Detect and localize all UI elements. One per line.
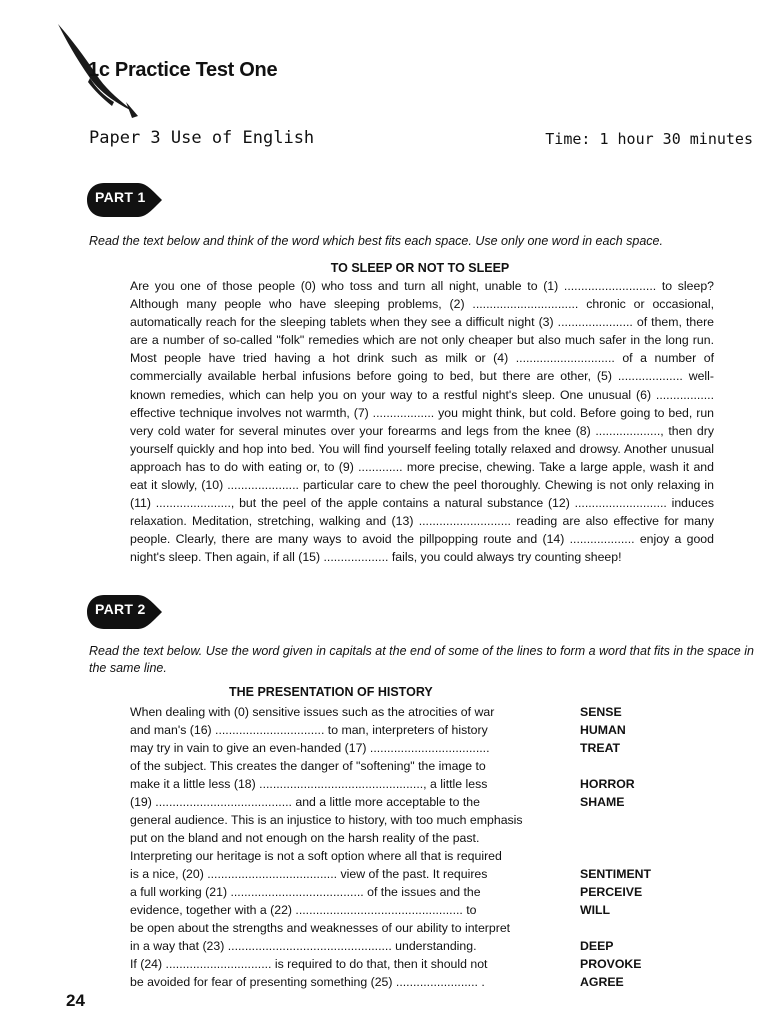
word-formation-line xyxy=(130,793,730,811)
page-number: 24 xyxy=(66,991,85,1010)
word-formation-line xyxy=(130,973,730,991)
line-text: put on the bland and not enough on the harsh reality of the past. xyxy=(130,831,480,845)
line-text: be avoided for fear of presenting something (25) ........................ . xyxy=(130,975,485,989)
line-text: If (24) ............................... is required to do that, then it should not xyxy=(130,957,488,971)
line-keyword: AGREE xyxy=(580,975,624,989)
word-formation-line xyxy=(130,901,730,919)
word-formation-line xyxy=(130,775,730,793)
line-keyword: HUMAN xyxy=(580,723,626,737)
part-1-cloze-text xyxy=(130,277,714,567)
part-1-badge xyxy=(86,180,162,220)
paper-title: Paper 3 Use of English xyxy=(89,128,315,148)
line-text: in a way that (23) ................................................ understanding. xyxy=(130,939,477,953)
line-text: may try in vain to give an even-handed (17) ................................... xyxy=(130,741,490,755)
line-keyword: HORROR xyxy=(580,777,635,791)
word-formation-line xyxy=(130,865,730,883)
line-text: be open about the strengths and weaknesses of our ability to interpret xyxy=(130,921,511,935)
word-formation-line xyxy=(130,811,730,829)
word-formation-line xyxy=(130,847,730,865)
word-formation-line xyxy=(130,721,730,739)
part-1-instruction: Read the text below and think of the word which best fits each space. Use only one word in each space. xyxy=(89,234,663,248)
line-keyword: SENSE xyxy=(580,705,622,719)
part-1-label: PART 1 xyxy=(95,189,146,205)
part-1-paragraph: Are you one of those people (0) who toss and turn all night, unable to (1) ........................... to sleep? Although many people who have sleeping problems, (2) ............................... chronic or occasional, automatically reach for the sleeping tablets when they see a difficult night (3) ...................... of them, there are a number of so-called "folk" remedies which are not only cheaper but also much safer in the long run. Most people have tried having a hot drink such as milk or (4) ............................. of a number of commercially available herbal infusions before going to bed, but there are other, (5) ................... well-known remedies, which can help you on your way to a restful night's sleep. One unusual (6) ................. effective technique involves not warmth, (7) .................. you might think, but cold. Before going to bed, run very cold water for several minutes over your forearms and legs from the knee (8) ..................., then dry yourself quickly and hop into bed. You will find yourself feeling totally relaxed and drowsy. Another unusual approach has to do with eating or, to (9) ............. more precise, chewing. Take a large apple, wash it and eat it slowly, (10) ..................... particular care to chew the peel thoroughly. Chewing is not only relaxing in (11) ......................, but the peel of the apple contains a natural substance (12) ........................... induces relaxation. Meditation, stretching, walking and (13) ........................... reading are also effective for many people. Clearly, there are many ways to avoid the pillpopping route and (14) ................... enjoy a good night's sleep. Then again, if all (15) ................... fails, you could always try counting sheep! xyxy=(130,279,714,565)
line-text: evidence, together with a (22) ................................................. to xyxy=(130,903,477,917)
line-keyword: PERCEIVE xyxy=(580,885,643,899)
line-keyword: PROVOKE xyxy=(580,957,642,971)
line-keyword: DEEP xyxy=(580,939,614,953)
line-keyword: SHAME xyxy=(580,795,625,809)
line-text: When dealing with (0) sensitive issues such as the atrocities of war xyxy=(130,705,495,719)
word-formation-line xyxy=(130,919,730,937)
part-1-text-title: TO SLEEP OR NOT TO SLEEP xyxy=(330,261,510,275)
line-text: of the subject. This creates the danger of "softening" the image to xyxy=(130,759,486,773)
line-keyword: WILL xyxy=(580,903,611,917)
part-2-badge xyxy=(86,592,162,632)
line-text: (19) ........................................ and a little more acceptable to the xyxy=(130,795,480,809)
word-formation-line xyxy=(130,883,730,901)
line-keyword: TREAT xyxy=(580,741,621,755)
word-formation-line xyxy=(130,757,730,775)
line-text: make it a little less (18) ................................................, a little less xyxy=(130,777,488,791)
word-formation-line xyxy=(130,937,730,955)
word-formation-line xyxy=(130,955,730,973)
chapter-title: 1c Practice Test One xyxy=(88,59,278,81)
part-2-instruction: Read the text below. Use the word given in capitals at the end of some of the lines to form a word that fits in the space in the same line. xyxy=(89,644,754,675)
word-formation-line xyxy=(130,739,730,757)
line-text: and man's (16) ................................ to man, interpreters of history xyxy=(130,723,488,737)
line-text: Interpreting our heritage is not a soft option where all that is required xyxy=(130,849,502,863)
word-formation-line xyxy=(130,703,730,721)
line-text: general audience. This is an injustice to history, with too much emphasis xyxy=(130,813,523,827)
part-2-text-title: THE PRESENTATION OF HISTORY xyxy=(229,685,433,699)
word-formation-line xyxy=(130,829,730,847)
line-text: a full working (21) ....................................... of the issues and the xyxy=(130,885,481,899)
line-text: is a nice, (20) ...................................... view of the past. It requires xyxy=(130,867,488,881)
time-allowed: Time: 1 hour 30 minutes xyxy=(545,130,753,148)
line-keyword: SENTIMENT xyxy=(580,867,652,881)
part-2-label: PART 2 xyxy=(95,601,146,617)
